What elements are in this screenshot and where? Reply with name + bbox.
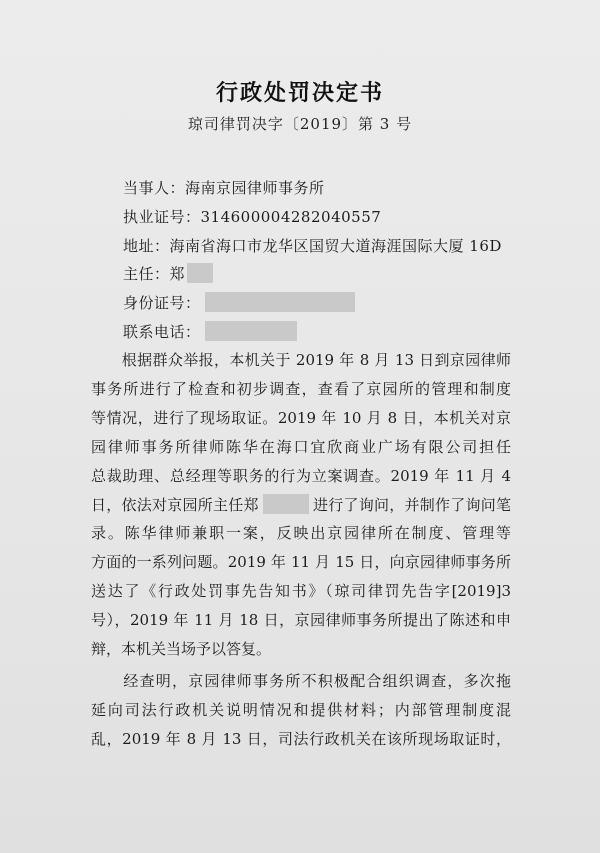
- text-line: 送达了《行政处罚事先告知书》（琼司律罚先告字[2019]3: [91, 582, 511, 601]
- text-line: 辩，本机关当场予以答复。: [91, 640, 272, 659]
- text-line: 等情况，进行了现场取证。2019 年 10 月 8 日，本机关对京: [91, 408, 511, 427]
- text-line: 事务所进行了检查和初步调查，查看了京园所的管理和制度: [91, 379, 511, 398]
- text-segment: 进行了询问，并制作了询问笔: [312, 495, 511, 514]
- text-line: 延向司法行政机关说明情况和提供材料；内部管理制度混: [91, 700, 511, 719]
- id-label: 身份证号：: [123, 294, 201, 312]
- text-line: [91, 491, 511, 520]
- redaction-block: [205, 292, 355, 312]
- paragraph-investigation: [91, 346, 511, 664]
- paragraph-findings: [91, 667, 511, 754]
- text-line: 总裁助理、总经理等职务的行为立案调查。2019 年 11 月 4: [91, 466, 511, 485]
- text-line: 根据群众举报，本机关于 2019 年 8 月 13 日到京园律师: [91, 351, 511, 369]
- party-field: 当事人：海南京园律师事务所: [123, 179, 325, 197]
- director-label: 主任：郑: [123, 265, 186, 283]
- id-field: [123, 292, 355, 313]
- document-title: 行政处罚决定书: [215, 80, 384, 106]
- text-line: 号），2019 年 11 月 18 日，京园律师事务所提出了陈述和申: [91, 611, 511, 630]
- director-field: [123, 263, 213, 284]
- document-number: 琼司律罚决字〔2019〕第 3 号: [187, 115, 413, 133]
- text-line: 经查明，京园律师事务所不积极配合组织调查，多次拖: [91, 672, 511, 690]
- text-line: 录。陈华律师兼职一案，反映出京园律所在制度、管理等: [91, 524, 511, 543]
- address-field: 地址：海南省海口市龙华区国贸大道海涯国际大厦 16D: [123, 237, 502, 255]
- license-field: 执业证号：314600004282040557: [123, 208, 382, 226]
- redaction-block: [187, 263, 213, 283]
- redaction-block: [263, 494, 309, 514]
- text-line: 园律师事务所律师陈华在海口宜欣商业广场有限公司担任: [91, 437, 511, 456]
- phone-label: 联系电话：: [123, 323, 201, 341]
- text-line: 乱，2019 年 8 月 13 日，司法行政机关在该所现场取证时，: [91, 729, 511, 748]
- phone-field: [123, 321, 297, 342]
- text-segment: 日，依法对京园所主任郑: [91, 495, 259, 514]
- redaction-block: [205, 321, 297, 341]
- text-line: 方面的一系列问题。2019 年 11 月 15 日，向京园律师事务所: [91, 553, 511, 572]
